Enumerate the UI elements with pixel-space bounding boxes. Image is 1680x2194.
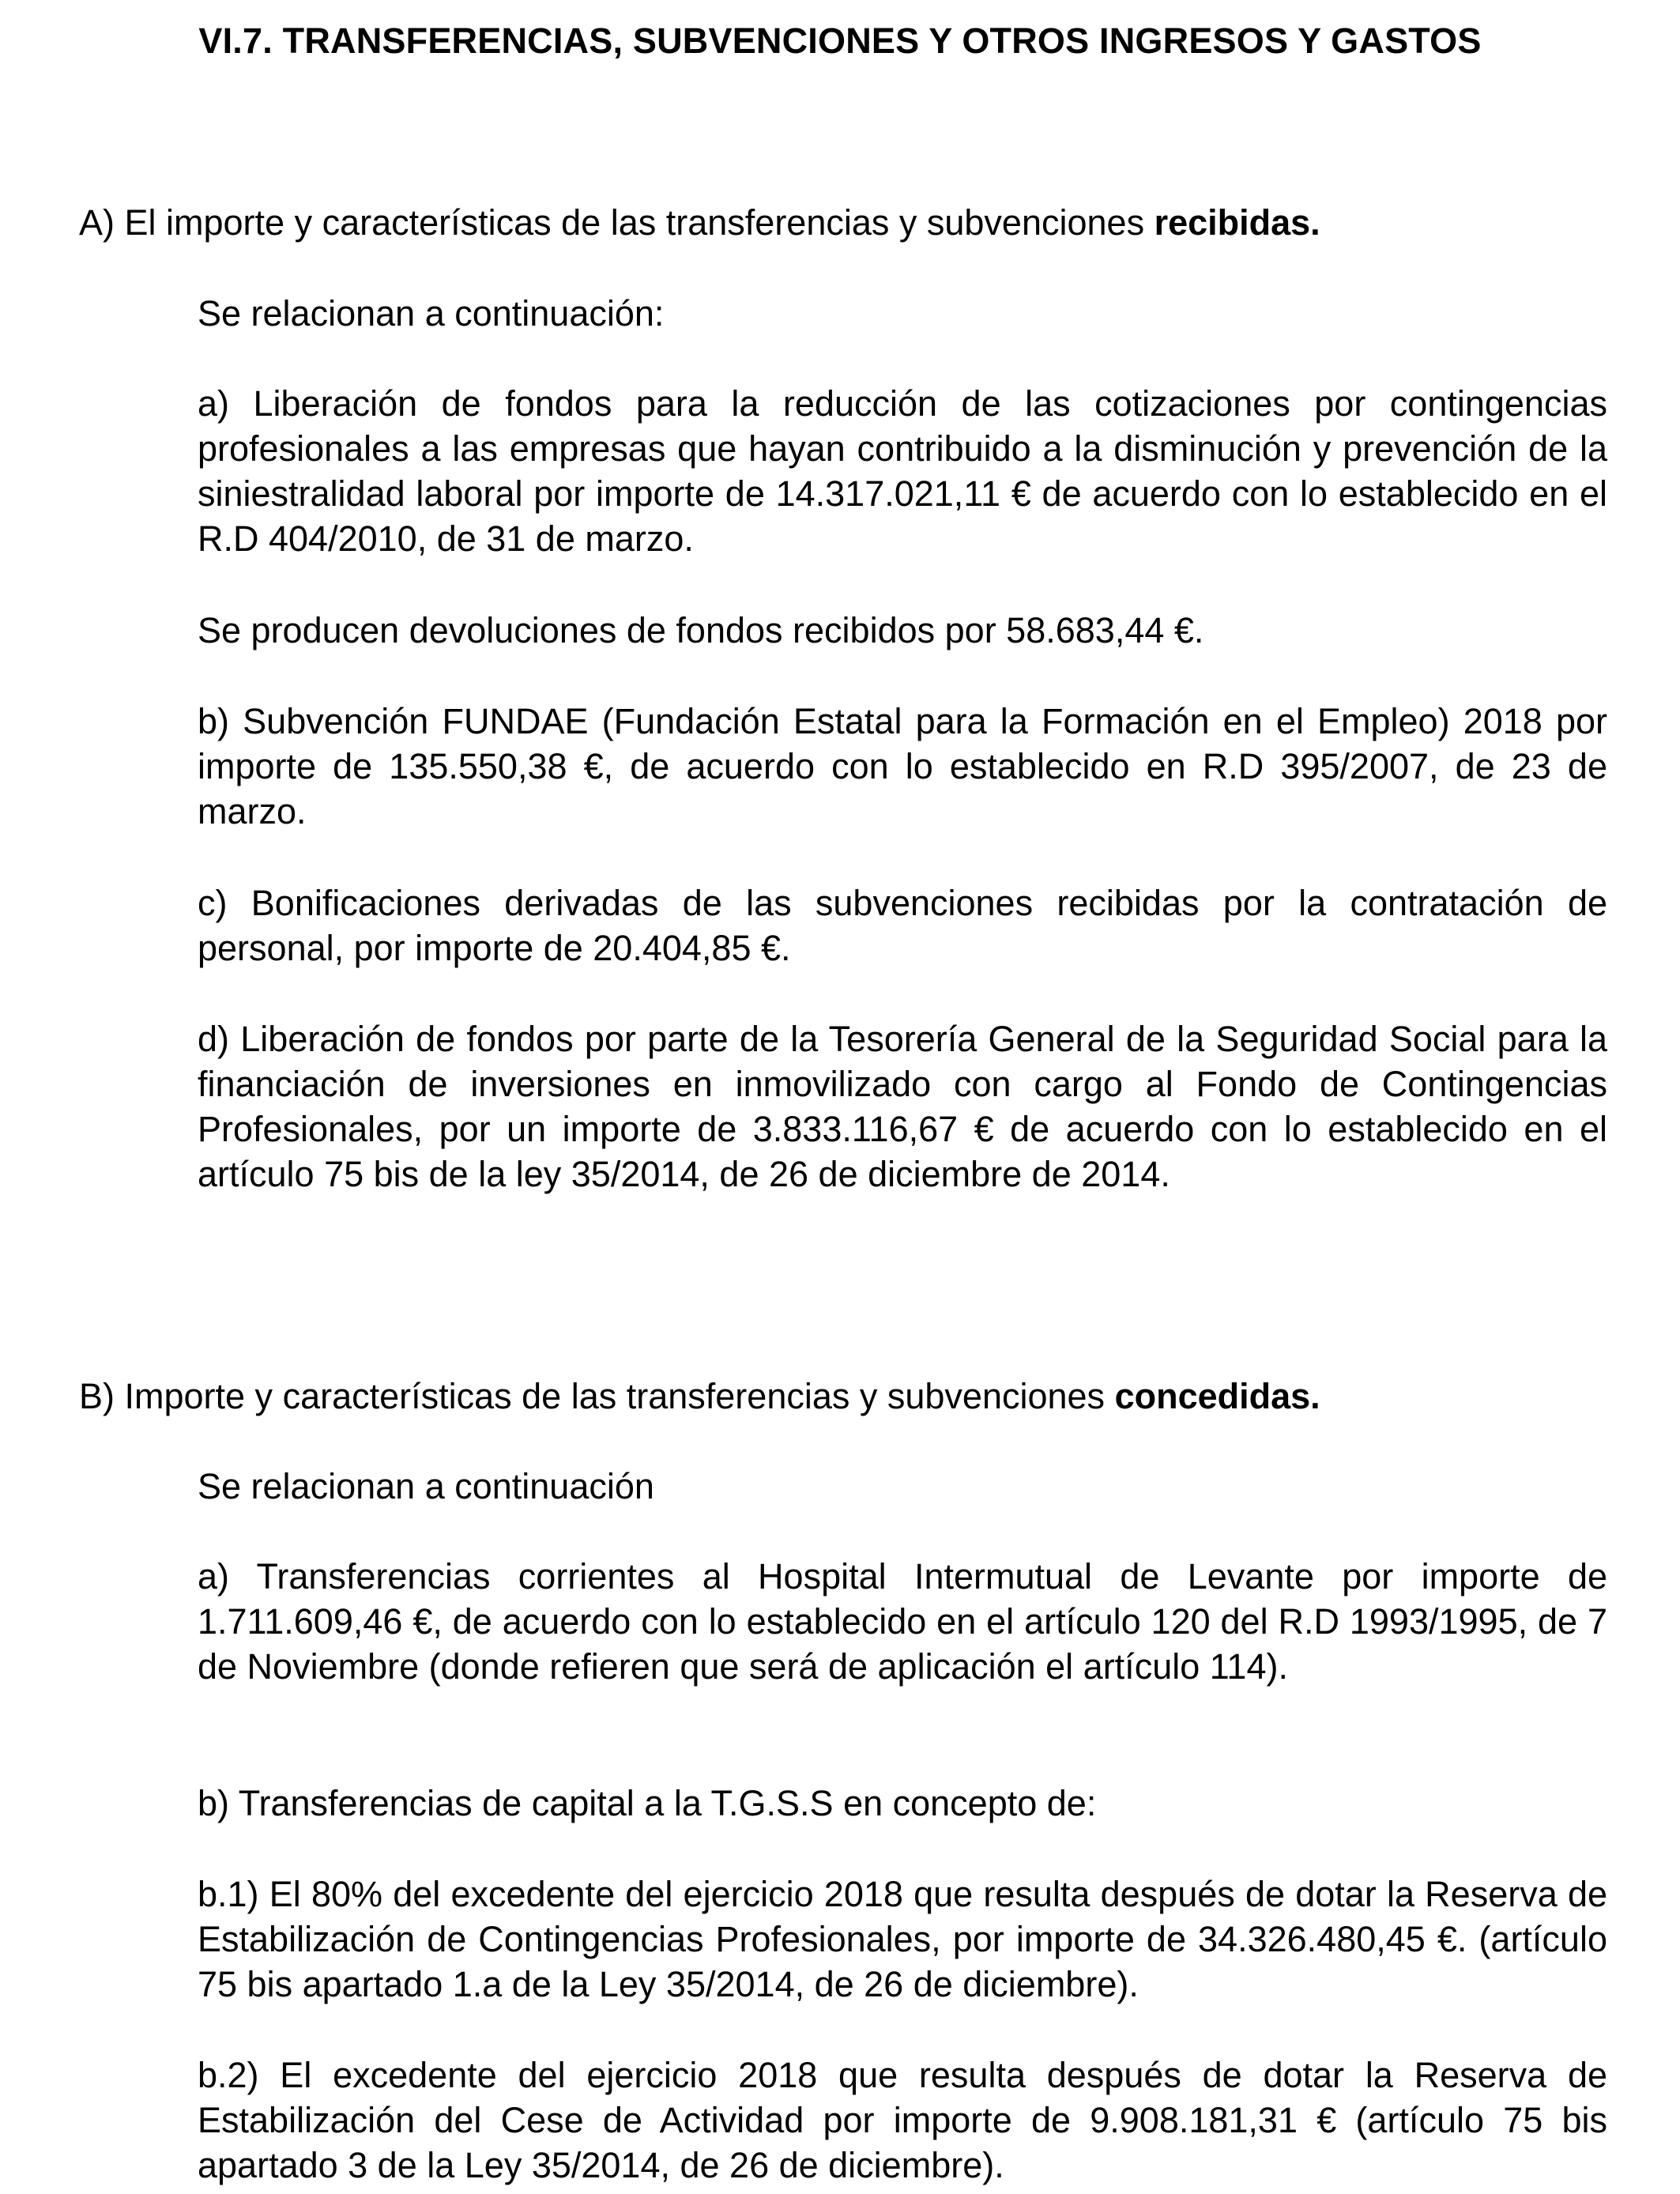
section-a-devoluciones: Se producen devoluciones de fondos recibidos por 58.683,44 €. — [198, 610, 1204, 650]
page-title: VI.7. TRANSFERENCIAS, SUBVENCIONES Y OTROS INGRESOS Y GASTOS — [198, 21, 1482, 61]
section-a-item-d: d) Liberación de fondos por parte de la Tesorería General de la Seguridad Social para la financiación de inversiones en inmovilizado con cargo al Fondo de Contingencias Profesionales, por un importe de 3.833.116,67 € de acuerdo con lo establecido en el artículo 75 bis de la ley 35/2014, de 26 de diciembre de 2014. — [198, 1019, 1607, 1194]
section-b-heading-bold: concedidas. — [1114, 1376, 1320, 1416]
section-b-intro: Se relacionan a continuación — [198, 1466, 654, 1506]
section-a-item-c: c) Bonificaciones derivadas de las subvenciones recibidas por la contratación de personal, por importe de 20.404,85 €. — [198, 883, 1607, 968]
section-a-item-b: b) Subvención FUNDAE (Fundación Estatal para la Formación en el Empleo) 2018 por importe de 135.550,38 €, de acuerdo con lo establecido en R.D 395/2007, de 23 de marzo. — [198, 701, 1607, 831]
section-a-heading-bold: recibidas. — [1154, 202, 1320, 243]
section-a-item-a: a) Liberación de fondos para la reducción de las cotizaciones por contingencias profesionales a las empresas que hayan contribuido a la disminución y prevención de la siniestralidad laboral por importe de 14.317.021,11 € de acuerdo con lo establecido en el R.D 404/2010, de 31 de marzo. — [198, 383, 1607, 559]
section-b-heading-text: B) Importe y características de las transferencias y subvenciones — [79, 1376, 1115, 1416]
section-b-item-a: a) Transferencias corrientes al Hospital Intermutual de Levante por importe de 1.711.609,46 €, de acuerdo con lo establecido en el artículo 120 del R.D 1993/1995, de 7 de Noviembre (donde refieren que será de aplicación el artículo 114). — [198, 1556, 1607, 1687]
section-a-heading-text: A) El importe y características de las transferencias y subvenciones — [79, 202, 1155, 243]
section-b-item-b1: b.1) El 80% del excedente del ejercicio 2018 que resulta después de dotar la Reserva de Estabilización de Contingencias Profesionales, por importe de 34.326.480,45 €. (artículo 75 bis apartado 1.a de la Ley 35/2014, de 26 de diciembre). — [198, 1874, 1607, 2004]
section-a-intro: Se relacionan a continuación: — [198, 293, 665, 334]
section-b-item-b2: b.2) El excedente del ejercicio 2018 que resulta después de dotar la Reserva de Estabilización del Cese de Actividad por importe de 9.908.181,31 € (artículo 75 bis apartado 3 de la Ley 35/2014, de 26 de diciembre). — [198, 2055, 1607, 2185]
section-b-heading — [79, 1374, 1620, 1419]
section-b-item-b: b) Transferencias de capital a la T.G.S.S en concepto de: — [198, 1783, 1097, 1823]
section-a-heading — [79, 200, 1620, 245]
